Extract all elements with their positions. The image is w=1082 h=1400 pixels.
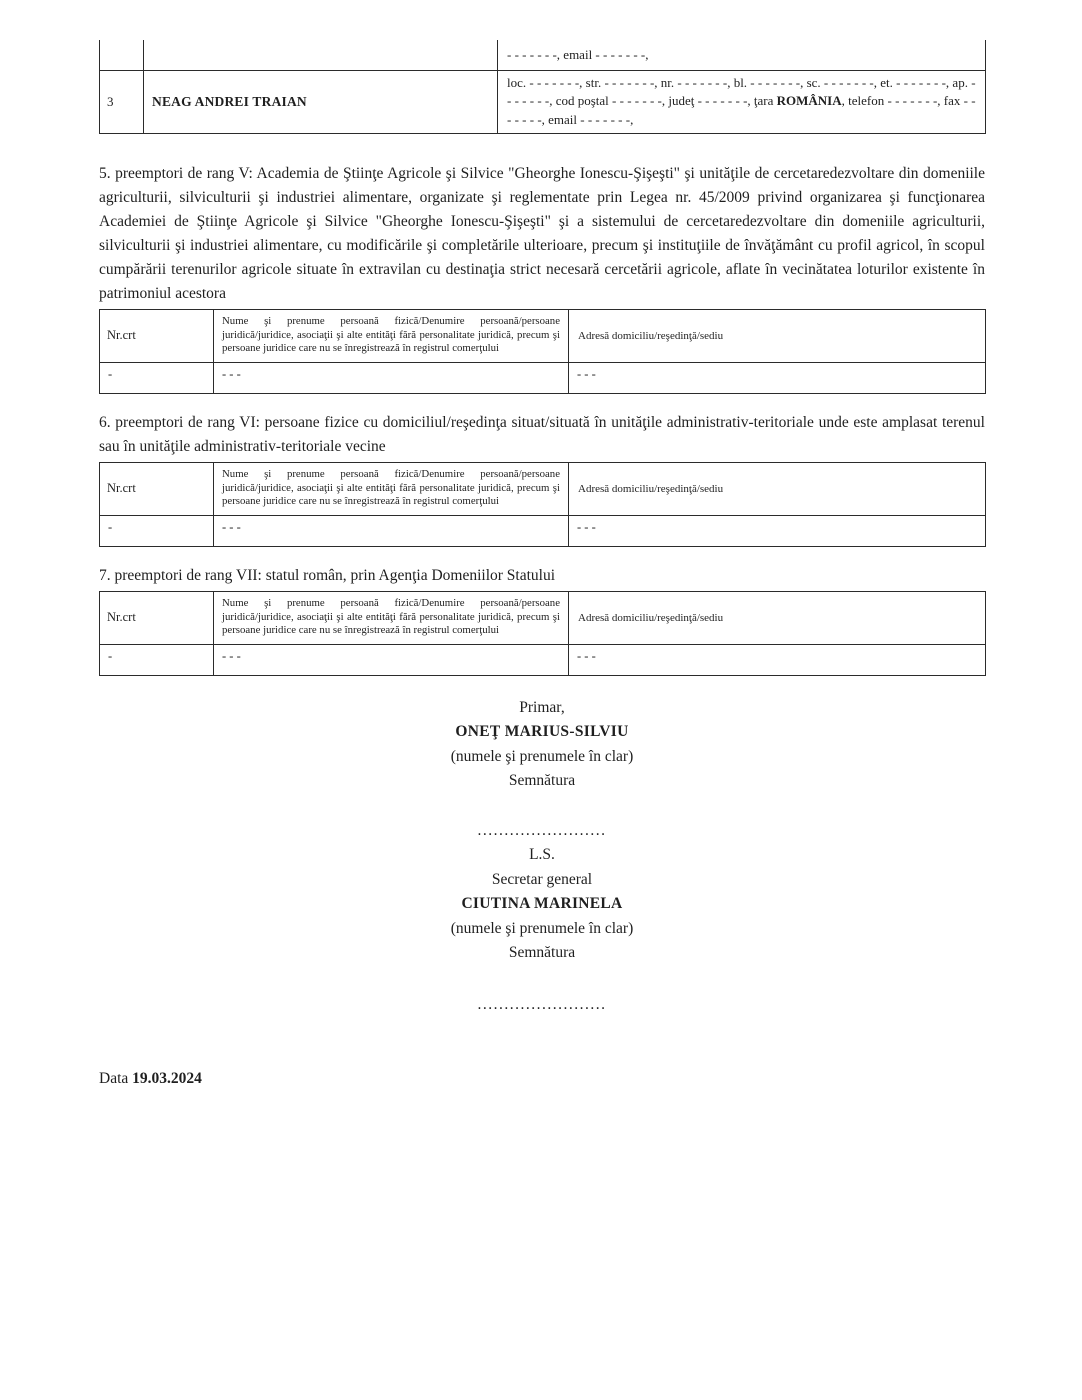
nr-cell: - xyxy=(100,644,214,675)
table-row xyxy=(100,70,986,133)
signature-dotted-line: ........................ xyxy=(477,995,607,1013)
address-cell: - - - xyxy=(569,362,986,393)
section7-heading: 7. preemptori de rang VII: statul român, prin Agenţia Domeniilor Statului xyxy=(99,566,556,584)
name-header-cell: Nume şi prenume persoană fizică/Denumire persoană/persoane juridică/juridice, asociaţii şi alte entităţi fără personalitate juridică, precum şi persoane juridice care nu se înregistrează în registrul comerţului xyxy=(214,591,569,644)
signature-dotted-line: ........................ xyxy=(477,821,607,839)
nr-header-cell: Nr.crt xyxy=(100,462,214,515)
seal-label: L.S. xyxy=(529,846,555,863)
name-note: (numele şi prenumele în clar) xyxy=(450,747,634,765)
nr-cell: - xyxy=(100,515,214,546)
preemptor-table-fragment xyxy=(99,40,986,134)
address-cell-continuation: - - - - - - -, email - - - - - - -, xyxy=(498,40,986,70)
name-cell: - - - xyxy=(214,515,569,546)
date-label: Data xyxy=(99,1070,129,1087)
address-header-cell: Adresă domiciliu/reşedinţă/sediu xyxy=(569,309,986,362)
address-header-cell: Adresă domiciliu/reşedinţă/sediu xyxy=(569,462,986,515)
address-text-before-country: loc. - - - - - - -, str. - - - - - - -, nr. - - - - - - -, bl. - - - - - - -, sc. - - - - - - -, et. - - - - - - -, ap. - - - - - - -, cod poştal - - - - - - -, judeţ - - - - - - -, ţara xyxy=(507,74,976,109)
mayor-title: Primar, xyxy=(519,698,565,716)
table-row xyxy=(100,40,986,70)
table-header-row xyxy=(100,591,986,644)
address-cell xyxy=(498,70,986,133)
table-header-row xyxy=(100,462,986,515)
name-cell-empty xyxy=(144,40,498,70)
name-header-cell: Nume şi prenume persoană fizică/Denumire persoană/persoane juridică/juridice, asociaţii şi alte entităţi fără personalitate juridică, precum şi persoane juridice care nu se înregistrează în registrul comerţului xyxy=(214,309,569,362)
document-content xyxy=(99,0,985,1088)
secretary-title: Secretar general xyxy=(491,870,593,888)
signature-label: Semnătura xyxy=(508,772,576,789)
name-note: (numele şi prenumele în clar) xyxy=(450,919,634,937)
person-name-cell: NEAG ANDREI TRAIAN xyxy=(144,70,498,133)
table-row xyxy=(100,644,986,675)
table-row xyxy=(100,362,986,393)
country-name: ROMÂNIA xyxy=(776,93,842,109)
preemptor-table-rank5 xyxy=(99,309,986,394)
date-line xyxy=(99,1070,985,1088)
preemptor-table-rank7 xyxy=(99,591,986,676)
name-header-cell: Nume şi prenume persoană fizică/Denumire persoană/persoane juridică/juridice, asociaţii şi alte entităţi fără personalitate juridică, precum şi persoane juridice care nu se înregistrează în registrul comerţului xyxy=(214,462,569,515)
signature-label: Semnătura xyxy=(508,944,576,961)
section6-heading: 6. preemptori de rang VI: persoane fizice cu domiciliul/reşedinţa situat/situată în unităţile administrativ-teritoriale unde este amplasat terenul sau în unităţile administrativ-teritoriale vecine xyxy=(99,413,985,455)
nr-header-cell: Nr.crt xyxy=(100,309,214,362)
date-value: 19.03.2024 xyxy=(132,1070,202,1087)
section5-heading: 5. preemptori de rang V: Academia de Ştiinţe Agricole şi Silvice "Gheorghe Ionescu-Şişeşti" şi unităţile de cercetaredezvoltare din domeniile agriculturii, silviculturii şi industriei alimentare, organizate şi reglementate prin Legea nr. 45/2009 privind organizarea şi funcţionarea Academiei de Ştiinţe Agricole şi Silvice "Gheorghe Ionescu-Şişeşti" şi a sistemului de cercetaredezvoltare din domeniile agriculturii, silviculturii şi industriei alimentare, cu modificările şi completările ulterioare, precum şi instituţiile de învăţământ cu profil agricol, în scopul cumpărării terenurilor agricole situate în extravilan cu destinaţia strict necesară cercetării agricole, aflate în vecinătatea loturilor existente în patrimoniul acestora xyxy=(99,164,985,302)
nr-cell-empty xyxy=(100,40,144,70)
signature-block xyxy=(99,696,985,1018)
table-header-row xyxy=(100,309,986,362)
preemptor-table-rank6 xyxy=(99,462,986,547)
address-text-after-country: , telefon - - - - - - -, fax - - - - - - -, email - - - - - - -, xyxy=(507,93,976,127)
nr-cell: - xyxy=(100,362,214,393)
name-cell: - - - xyxy=(214,362,569,393)
table-row xyxy=(100,515,986,546)
name-cell: - - - xyxy=(214,644,569,675)
secretary-name: CIUTINA MARINELA xyxy=(461,895,623,912)
address-cell: - - - xyxy=(569,515,986,546)
row-number-cell: 3 xyxy=(100,70,144,133)
address-cell: - - - xyxy=(569,644,986,675)
mayor-name: ONEŢ MARIUS-SILVIU xyxy=(455,723,629,740)
address-header-cell: Adresă domiciliu/reşedinţă/sediu xyxy=(569,591,986,644)
nr-header-cell: Nr.crt xyxy=(100,591,214,644)
